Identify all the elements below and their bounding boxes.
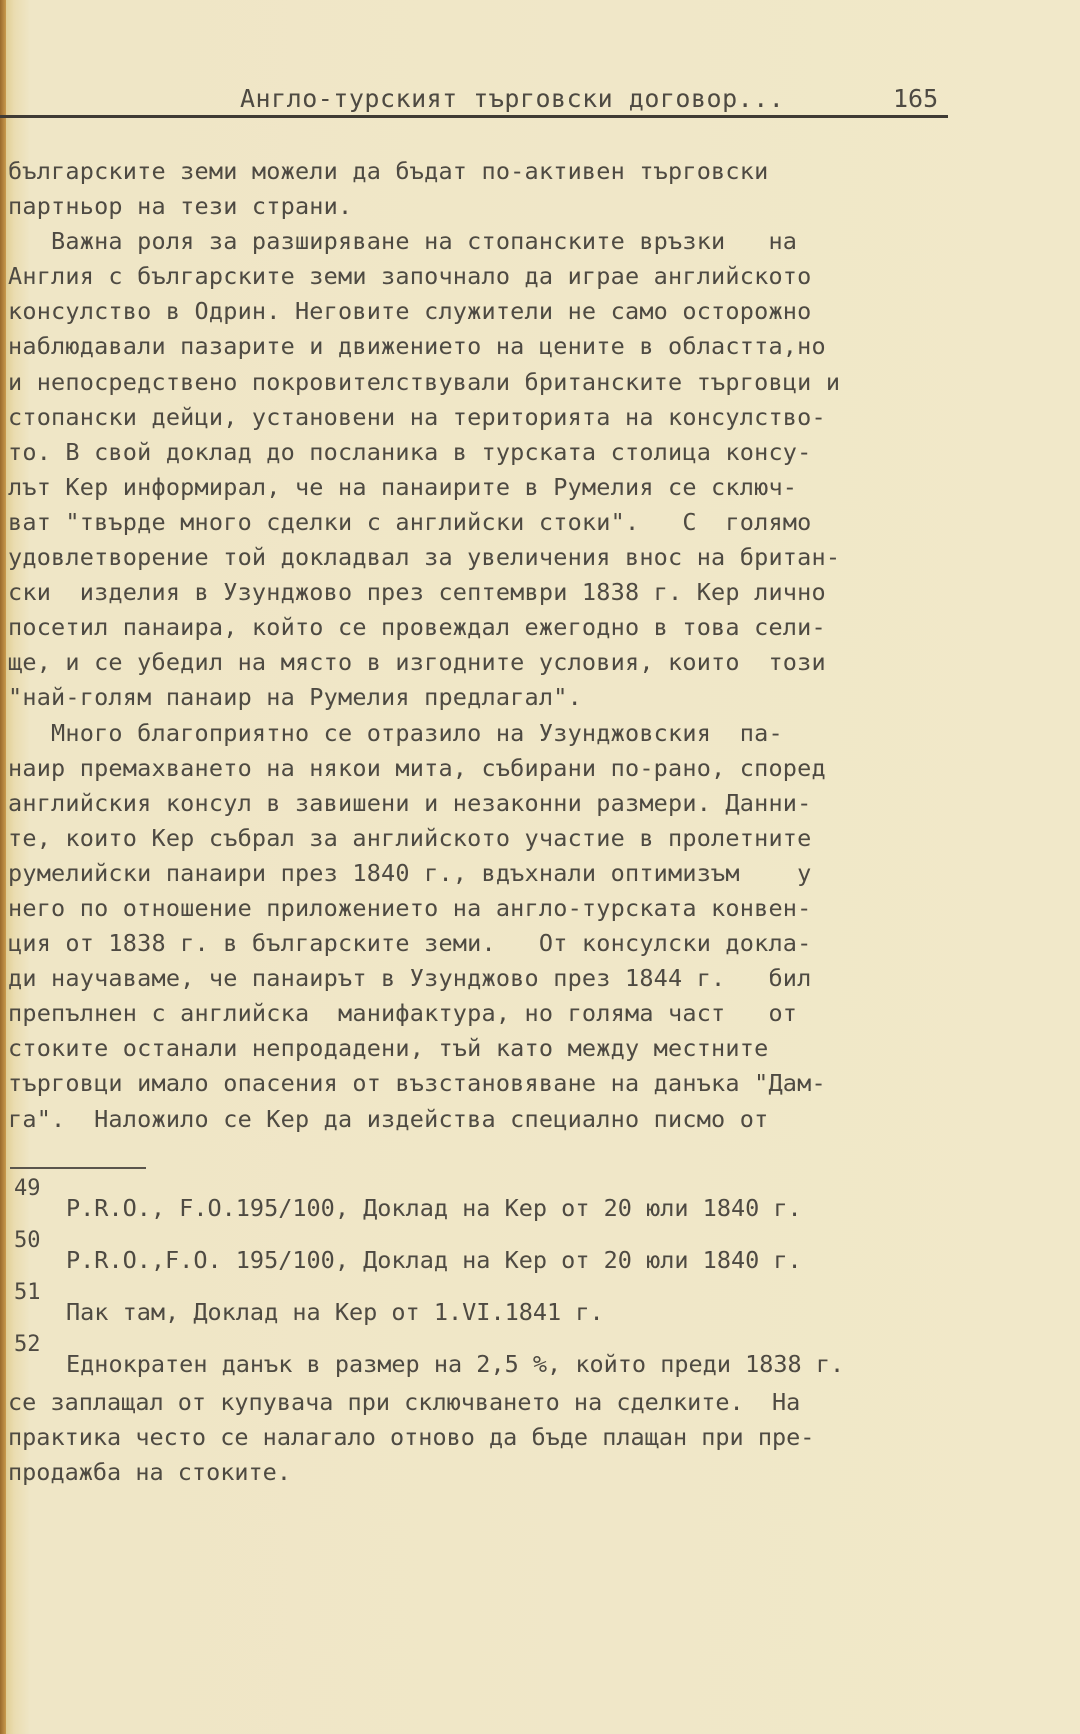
body-line: ди научаваме, че панаирът в Узунджово през 1844 г. бил [8, 964, 812, 993]
footnote-continuation-line: практика често се налагало отново да бъде плащан при пре- [8, 1423, 815, 1451]
body-line: удовлетворение той докладвал за увеличения внос на британ- [8, 543, 841, 572]
body-line: га". Наложило се Кер да издейства специално писмо от [8, 1104, 769, 1133]
body-line: румелийски панаири през 1840 г., вдъхнали оптимизъм у [8, 858, 812, 887]
body-line: Англия с българските земи започнало да играе английското [8, 262, 812, 291]
footnote [0, 1280, 960, 1332]
body-line: консулство в Одрин. Неговите служители не само осторожно [8, 297, 812, 326]
footnote-text: P.R.O., F.O.195/100, Доклад на Кер от 20 юли 1840 г. [66, 1194, 802, 1222]
footnote-separator [10, 1167, 146, 1169]
footnote-continuation-line: се заплащал от купувача при сключването на сделките. На [8, 1388, 801, 1416]
body-line: наир премахването на някои мита, събирани по-рано, според [8, 753, 826, 782]
binding-edge [0, 0, 6, 1734]
body-line: препълнен с английска манифактура, но голяма част от [8, 999, 798, 1028]
body-line: Важна роля за разширяване на стопанските връзки на [8, 227, 798, 256]
body-line: "най-голям панаир на Румелия предлагал". [8, 683, 582, 712]
body-text [8, 154, 958, 1137]
footnote-number: 49 [14, 1176, 41, 1201]
body-line: те, които Кер събрал за английското участие в пролетните [8, 823, 812, 852]
footnote-text: Еднократен данък в размер на 2,5 %, който преди 1838 г. [66, 1350, 845, 1378]
footnote-text: P.R.O.,F.O. 195/100, Доклад на Кер от 20 юли 1840 г. [66, 1246, 802, 1274]
footnote [0, 1176, 960, 1228]
running-header [0, 84, 948, 118]
body-line: него по отношение приложението на англо-турската конвен- [8, 893, 812, 922]
footnote-number: 51 [14, 1280, 41, 1305]
footnote [0, 1332, 960, 1384]
running-title: Англо-турският търговски договор... [240, 84, 785, 113]
footnote [0, 1228, 960, 1280]
page-number: 165 [893, 84, 939, 113]
footnote-continuation-line: продажба на стоките. [8, 1458, 291, 1486]
footnotes [0, 1176, 960, 1384]
header-rule [0, 115, 948, 118]
body-line: партньор на тези страни. [8, 192, 353, 221]
footnote-text: Пак там, Доклад на Кер от 1.VI.1841 г. [66, 1298, 604, 1326]
body-line: търговци имало опасения от възстановяване на данъка "Дам- [8, 1069, 826, 1098]
body-line: наблюдавали пазарите и движението на цените в областта,но [8, 332, 826, 361]
body-line: то. В свой доклад до посланика в турската столица консу- [8, 437, 812, 466]
body-line: стоките останали непродадени, тъй като между местните [8, 1034, 769, 1063]
body-line: стопански дейци, установени на територията на консулство- [8, 402, 826, 431]
body-line: ски изделия в Узунджово през септември 1838 г. Кер лично [8, 578, 826, 607]
footnote-number: 50 [14, 1228, 41, 1253]
body-line: ция от 1838 г. в българските земи. От консулски докла- [8, 929, 812, 958]
footnote-number: 52 [14, 1332, 41, 1357]
body-line: ват "твърде много сделки с английски стоки". С голямо [8, 507, 812, 536]
body-line: Много благоприятно се отразило на Узунджовския па- [8, 718, 783, 747]
body-line: и непосредствено покровителствували британските търговци и [8, 367, 841, 396]
body-line: българските земи можели да бъдат по-активен търговски [8, 157, 769, 185]
body-line: ще, и се убедил на място в изгодните условия, които този [8, 648, 826, 677]
body-line: лът Кер информирал, че на панаирите в Румелия се сключ- [8, 472, 798, 501]
body-line: английския консул в завишени и незаконни размери. Данни- [8, 788, 812, 817]
body-line: посетил панаира, който се провеждал ежегодно в това сели- [8, 613, 826, 642]
